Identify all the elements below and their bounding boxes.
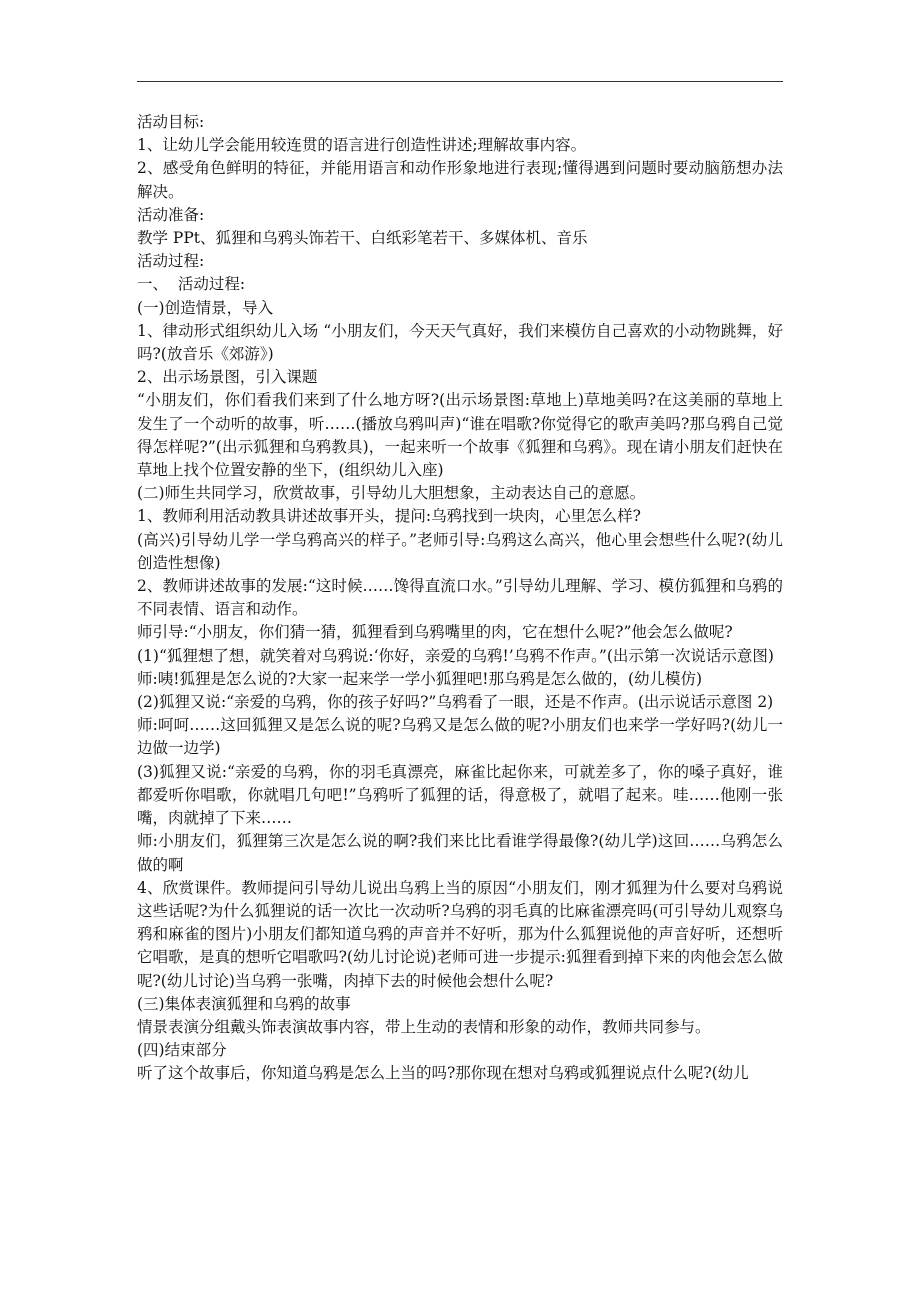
paragraph: 1、律动形式组织幼儿入场 “小朋友们，今天天气真好，我们来模仿自己喜欢的小动物跳舞，好吗?(放音乐《郊游》) bbox=[137, 321, 783, 364]
paragraph: (2)狐狸又说:“亲爱的乌鸦，你的孩子好吗?”乌鸦看了一眼，还是不作声。(出示说话示意图 2) bbox=[137, 693, 774, 712]
paragraph: “小朋友们，你们看我们来到了什么地方呀?(出示场景图:草地上)草地美吗?在这美丽的草地上发生了一个动听的故事，听……(播放乌鸦叫声)“谁在唱歌?你觉得它的歌声美吗?那乌鸦自己觉得怎样呢?”(出示狐狸和乌鸦教具)，一起来听一个故事《狐狸和乌鸦》。现在请小朋友们赶快在草地上找个位置安静的坐下，(组织幼儿入座) bbox=[137, 391, 783, 480]
paragraph: 4、欣赏课件。教师提问引导幼儿说出乌鸦上当的原因“小朋友们，刚才狐狸为什么要对乌鸦说这些话呢?为什么狐狸说的话一次比一次动听?乌鸦的羽毛真的比麻雀漂亮吗(可引导幼儿观察乌鸦和麻雀的图片)小朋友们都知道乌鸦的声音并不好听，那为什么狐狸说他的声音好听，还想听它唱歌，是真的想听它唱歌吗?(幼儿讨论说)老师可进一步提示:狐狸看到掉下来的肉他会怎么做呢?(幼儿讨论)当乌鸦一张嘴，肉掉下去的时候他会想什么呢? bbox=[137, 878, 783, 990]
paragraph: (1)“狐狸想了想，就笑着对乌鸦说:‘你好，亲爱的乌鸦!’乌鸦不作声。”(出示第一次说话示意图) bbox=[137, 646, 774, 665]
paragraph: 师:小朋友们，狐狸第三次是怎么说的啊?我们来比比看谁学得最像?(幼儿学)这回……乌鸦怎么做的啊 bbox=[137, 832, 783, 874]
paragraph: (二)师生共同学习，欣赏故事，引导幼儿大胆想象，主动表达自己的意愿。 bbox=[137, 484, 646, 503]
paragraph: 师引导:“小朋友，你们猜一猜，狐狸看到乌鸦嘴里的肉，它在想什么呢?”他会怎么做呢? bbox=[137, 623, 733, 642]
paragraph: (三)集体表演狐狸和乌鸦的故事 bbox=[137, 994, 351, 1013]
paragraph: (高兴)引导幼儿学一学乌鸦高兴的样子。”老师引导:乌鸦这么高兴，他心里会想些什么呢?(幼儿创造性想像) bbox=[137, 530, 783, 572]
paragraph: 活动准备: bbox=[137, 205, 205, 224]
paragraph: 1、教师利用活动教具讲述故事开头，提问:乌鸦找到一块肉，心里怎么样? bbox=[137, 507, 641, 526]
paragraph: 一、 活动过程: bbox=[137, 275, 246, 294]
paragraph: 2、出示场景图，引入课题 bbox=[137, 368, 318, 387]
paragraph: 2、教师讲述故事的发展:“这时候……馋得直流口水。”引导幼儿理解、学习、模仿狐狸和乌鸦的不同表情、语言和动作。 bbox=[137, 577, 783, 619]
paragraph: 活动过程: bbox=[137, 252, 205, 271]
paragraph: 听了这个故事后，你知道乌鸦是怎么上当的吗?那你现在想对乌鸦或狐狸说点什么呢?(幼儿 bbox=[137, 1064, 749, 1083]
document-body bbox=[137, 111, 783, 1086]
paragraph: 情景表演分组戴头饰表演故事内容，带上生动的表情和形象的动作，教师共同参与。 bbox=[137, 1017, 711, 1036]
paragraph: 活动目标: bbox=[137, 113, 205, 131]
paragraph: 师:呵呵……这回狐狸又是怎么说的呢?乌鸦又是怎么做的呢?小朋友们也来学一学好吗?(幼儿一边做一边学) bbox=[137, 716, 783, 758]
paragraph: (3)狐狸又说:“亲爱的乌鸦，你的羽毛真漂亮，麻雀比起你来，可就差多了，你的嗓子真好，谁都爱听你唱歌，你就唱几句吧!”乌鸦听了狐狸的话，得意极了，就唱了起来。哇……他刚一张嘴，肉就掉了下来…… bbox=[137, 762, 783, 828]
paragraph: (四)结束部分 bbox=[137, 1041, 227, 1060]
paragraph: 师:咦!狐狸是怎么说的?大家一起来学一学小狐狸吧!那乌鸦是怎么做的，(幼儿模仿) bbox=[137, 669, 703, 688]
paragraph: 教学 PPt、狐狸和乌鸦头饰若干、白纸彩笔若干、多媒体机、音乐 bbox=[137, 229, 588, 248]
paragraph: (一)创造情景，导入 bbox=[137, 298, 274, 317]
header-rule bbox=[137, 81, 783, 82]
paragraph: 1、让幼儿学会能用较连贯的语言进行创造性讲述;理解故事内容。 bbox=[137, 136, 587, 155]
paragraph: 2、感受角色鲜明的特征，并能用语言和动作形象地进行表现;懂得遇到问题时要动脑筋想办法解决。 bbox=[137, 159, 783, 201]
